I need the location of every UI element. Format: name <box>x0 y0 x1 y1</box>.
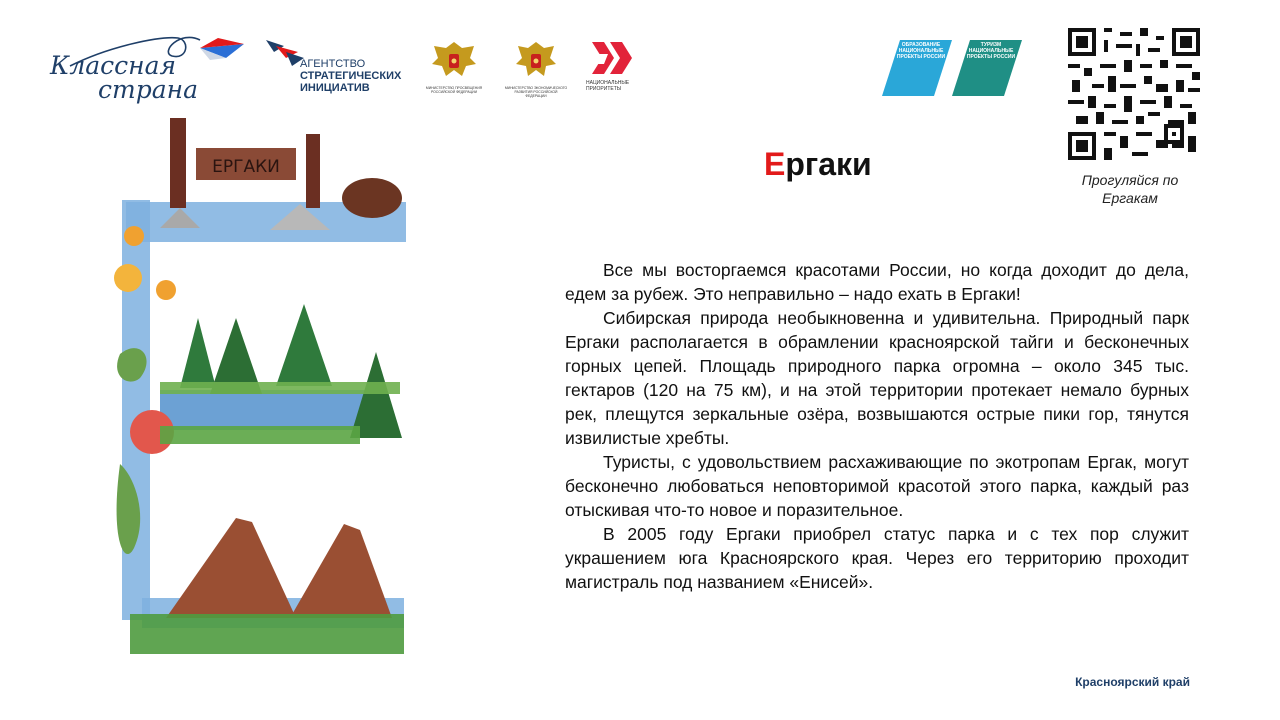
mountain-peak <box>290 524 392 618</box>
double-eagle-emblem-icon <box>506 38 566 84</box>
flower-orange <box>156 280 176 300</box>
sign-post-right <box>306 134 320 208</box>
double-eagle-emblem-icon <box>424 38 484 84</box>
badge-education-text: ОБРАЗОВАНИЕ НАЦИОНАЛЬНЫЕ ПРОЕКТЫ РОССИИ <box>896 42 946 60</box>
ministry-economy-emblem <box>506 38 566 98</box>
qr-code-icon <box>1068 28 1200 160</box>
ergaki-letter-artwork <box>100 118 420 666</box>
asi-line-3: ИНИЦИАТИВ <box>300 82 370 94</box>
asi-wordmark <box>300 58 401 94</box>
paragraph-2: Сибирская природа необыкновенна и удивительна. Природный парк Ергаки располагается в обрамлении красноярской тайги и бесконечных горных цепей. Площадь природного парка огромна – около 345 тыс. гектаров (120 на 75 км), и на этой территории протекает немало бурных рек, плещутся зеркальные озёра, возвышаются острые пики гор, тянутся извилистые хребты. <box>565 308 1189 448</box>
paragraph-3: Туристы, с удовольствием расхаживающие по экотропам Ергак, могут бесконечно любоваться неповторимой красотой этого парка, каждый раз отыскивая что-то новое и поразительное. <box>565 452 1189 520</box>
national-priorities-chevrons-icon <box>584 40 644 80</box>
klassnaya-strana-logo <box>50 26 250 106</box>
mountain-peak <box>166 518 296 618</box>
ministry-education-emblem <box>424 38 484 98</box>
asi-line-2: СТРАТЕГИЧЕСКИХ <box>300 70 402 82</box>
national-priorities-logo <box>584 40 644 100</box>
ministry-economy-caption: МИНИСТЕРСТВО ЭКОНОМИЧЕСКОГО РАЗВИТИЯ РОССИЙСКОЙ ФЕДЕРАЦИИ <box>504 86 568 98</box>
flower-yellow <box>114 264 142 292</box>
qr-caption: Прогуляйся по Ергакам <box>1081 172 1179 206</box>
lake <box>160 390 380 430</box>
national-priorities-caption: НАЦИОНАЛЬНЫЕ ПРИОРИТЕТЫ <box>586 80 630 92</box>
ergaki-sign-text: ЕРГАКИ <box>212 157 280 177</box>
badge-tourism-text: ТУРИЗМ НАЦИОНАЛЬНЫЕ ПРОЕКТЫ РОССИИ <box>966 42 1016 60</box>
fir-tree <box>180 318 216 388</box>
letter-e-illustration <box>100 118 420 666</box>
bear-rock <box>342 178 402 218</box>
meadow <box>130 614 404 654</box>
title-rest: ргаки <box>785 146 872 182</box>
asi-line-1: АГЕНТСТВО <box>300 58 366 70</box>
ministry-education-caption: МИНИСТЕРСТВО ПРОСВЕЩЕНИЯ РОССИЙСКОЙ ФЕДЕРАЦИИ <box>425 86 483 94</box>
logo-line-2: страна <box>98 75 198 104</box>
letter-e-stem <box>122 200 150 620</box>
asi-arrows-icon <box>264 38 304 78</box>
fir-tree <box>276 304 332 386</box>
region-footer: Красноярский край <box>1075 675 1190 689</box>
badge-education <box>882 40 952 96</box>
page-title <box>764 146 872 183</box>
asi-logo <box>264 38 414 98</box>
title-accent-letter: Е <box>764 146 786 182</box>
grass-strip <box>160 382 400 394</box>
klassnaya-strana-wordmark <box>50 51 210 104</box>
grass-strip <box>160 426 360 444</box>
paragraph-1: Все мы восторгаемся красотами России, но когда доходит до дела, едем за рубеж. Это неправильно – надо ехать в Ергаки! <box>565 260 1189 304</box>
flower-orange <box>124 226 144 246</box>
badge-tourism <box>952 40 1022 96</box>
sign-post-left <box>170 118 186 208</box>
logo-line-1: Классная <box>50 51 177 80</box>
article-body <box>565 258 1189 594</box>
paragraph-4: В 2005 году Ергаки приобрел статус парка и с тех пор служит украшением юга Красноярского края. Через его территорию проходит магистраль под названием «Енисей». <box>565 524 1189 592</box>
qr-code[interactable] <box>1068 28 1200 160</box>
